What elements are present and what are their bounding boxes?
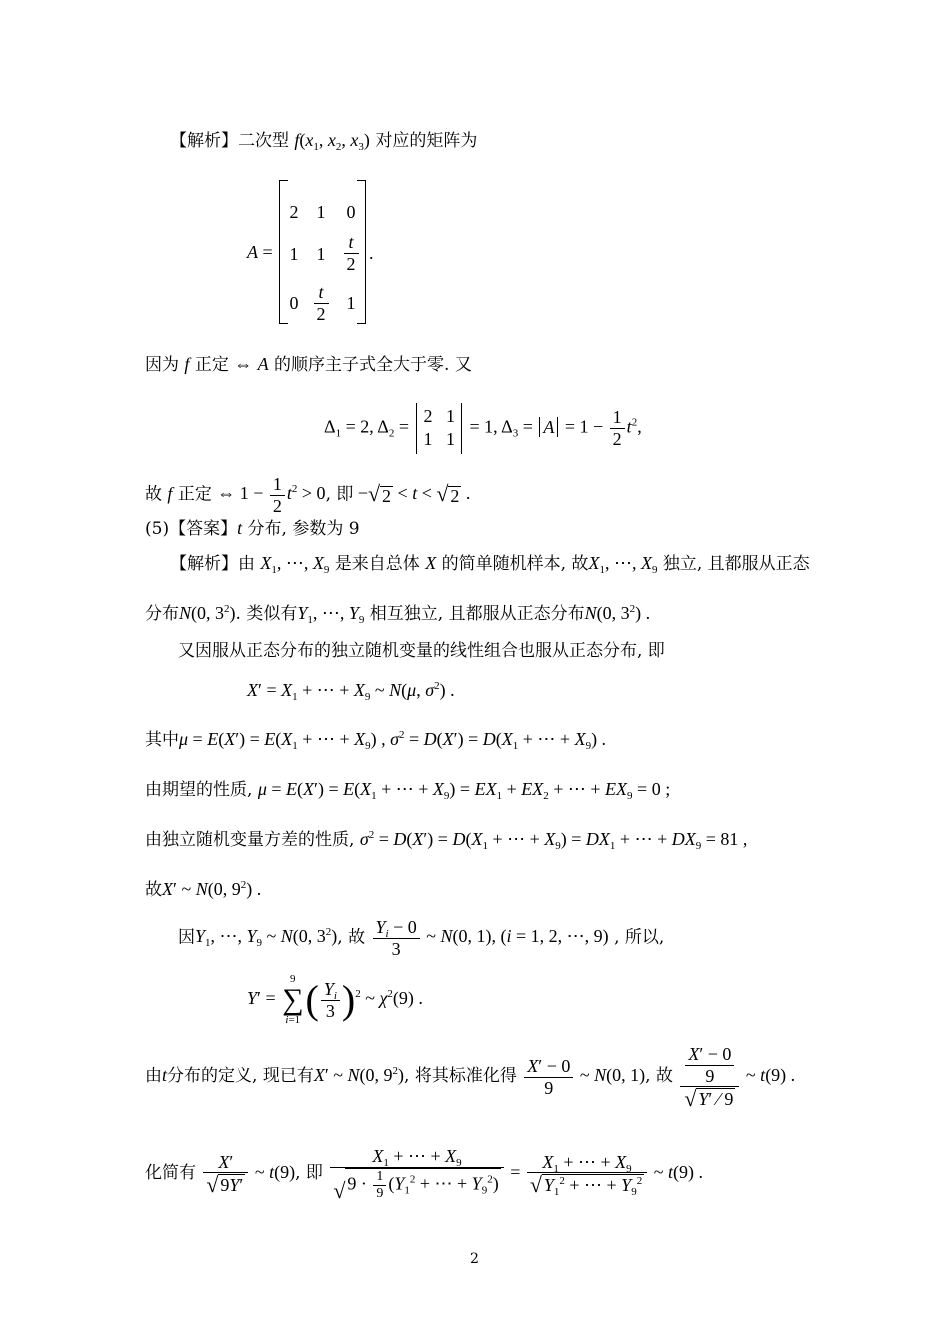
simplification-line: 化简有 X′ √ 9Y′ ~ t(9), 即 $X_1$ + ⋯ + $X_9$ √ 9 · $\frac{1}{9}$ ($Y_1^2$ + ⋯ + $Y_9^2$) = $X_1$ + ⋯ + $X_9$ √ $Y_1^2$ + ⋯ + $Y_9^2$ ~ t(9) .	[145, 1146, 703, 1203]
linear-combination-line: 又因服从正态分布的独立随机变量的线性组合也服从正态分布, 即	[178, 641, 665, 661]
y-standardization-line: 因$Y_1$, ⋯, $Y_9$ ~ N(0, $3^2$), 故 $\frac{Y_i - 0}{3}$ ~ N(0, 1), (i = 1, 2, ⋯, 9) , 所以,	[178, 917, 665, 959]
positive-definite-line: 因为 f 正定 ⇔ A 的顺序主子式全大于零. 又	[145, 354, 472, 375]
analysis-label: 【解析】	[170, 131, 238, 151]
matrix-cell: 1	[316, 244, 326, 264]
matrix-name: A =	[247, 242, 273, 262]
analysis-sample-line: 【解析】由 $X_1$, ⋯, $X_9$ 是来自总体 X 的简单随机样本, 故$X_1$, ⋯, $X_9$ 独立, 且都服从正态	[170, 553, 810, 576]
matrix-cell: 1	[316, 202, 326, 222]
matrix-cell: 1	[346, 293, 356, 313]
matrix-cell: 0	[346, 202, 356, 222]
matrix-cell-frac: $\frac{t}{2}$	[306, 282, 336, 324]
quadratic-form-expression: $f(x_1$, $x_2$, $x_3$)	[294, 130, 370, 153]
t-definition-line: 由t分布的定义, 现已有X′ ~ N(0, $9^2$), 将其标准化得 $\frac{X' - 0}{9}$ ~ N(0, 1), 故 $\frac{X' - 0}{9}$ √ Y′ ⁄ 9 ~ t(9) .	[145, 1044, 796, 1112]
intro-text: 二次型	[238, 131, 289, 151]
answer-line: (5)【答案】t 分布, 参数为 9	[145, 518, 360, 539]
matrix-cell: 0	[289, 293, 299, 313]
principal-minors-equation: $\Delta_1 = 2$, $\Delta_2$ = 2 1 1 1 = 1, $\Delta_3 = A = 1$ − $\frac{1}{2}$ $t^2$,	[324, 403, 642, 454]
condition-line: 故 f 正定 ⇔ 1 − $\frac{1}{2}$ $t^2 > 0$, 即 − √ 2 < t < √ 2 .	[145, 474, 471, 516]
matrix-cell: 2	[289, 202, 299, 222]
expectation-line: 由期望的性质, $\mu = E(X') = E(X_1$ + ⋯ + $X_9) = EX_1 + EX_2$ + ⋯ + $EX_9 = 0$ ;	[145, 779, 671, 802]
chi-square-equation: Y′ = 9 ∑ i=1 ( $\frac{Y_i}{3}$ )$^2$ ~ $\chi^2(9)$ .	[247, 973, 423, 1026]
normal-distribution-line: 分布N(0, $3^2$). 类似有$Y_1$, ⋯, $Y_9$ 相互独立, 且都服从正态分布N(0, $3^2$) .	[145, 603, 651, 626]
matrix-A	[279, 180, 366, 324]
page-number: 2	[470, 1251, 479, 1267]
variance-line: 由独立随机变量方差的性质, $\sigma^2 = D(X') = D(X_1$ + ⋯ + $X_9) = DX_1$ + ⋯ + $DX_9 = 81$ ,	[145, 829, 748, 852]
conclusion-x-line: 故X′ ~ N(0, $9^2$) .	[145, 879, 262, 900]
intro-tail: 对应的矩阵为	[375, 131, 478, 151]
analysis-intro-line	[170, 130, 478, 153]
sum-distribution-equation: $X' = X_1$ + ⋯ + $X_9$ ~ N(μ, $\sigma^2$) .	[247, 680, 455, 703]
matrix-cell: 1	[289, 244, 299, 264]
matrix-cell-frac: $\frac{t}{2}$	[336, 232, 366, 274]
mean-variance-definition-line: 其中$\mu = E(X') = E(X_1$ + ⋯ + $X_9$) , $\sigma^2 = D(X') = D(X_1$ + ⋯ + $X_9$) .	[145, 729, 607, 752]
